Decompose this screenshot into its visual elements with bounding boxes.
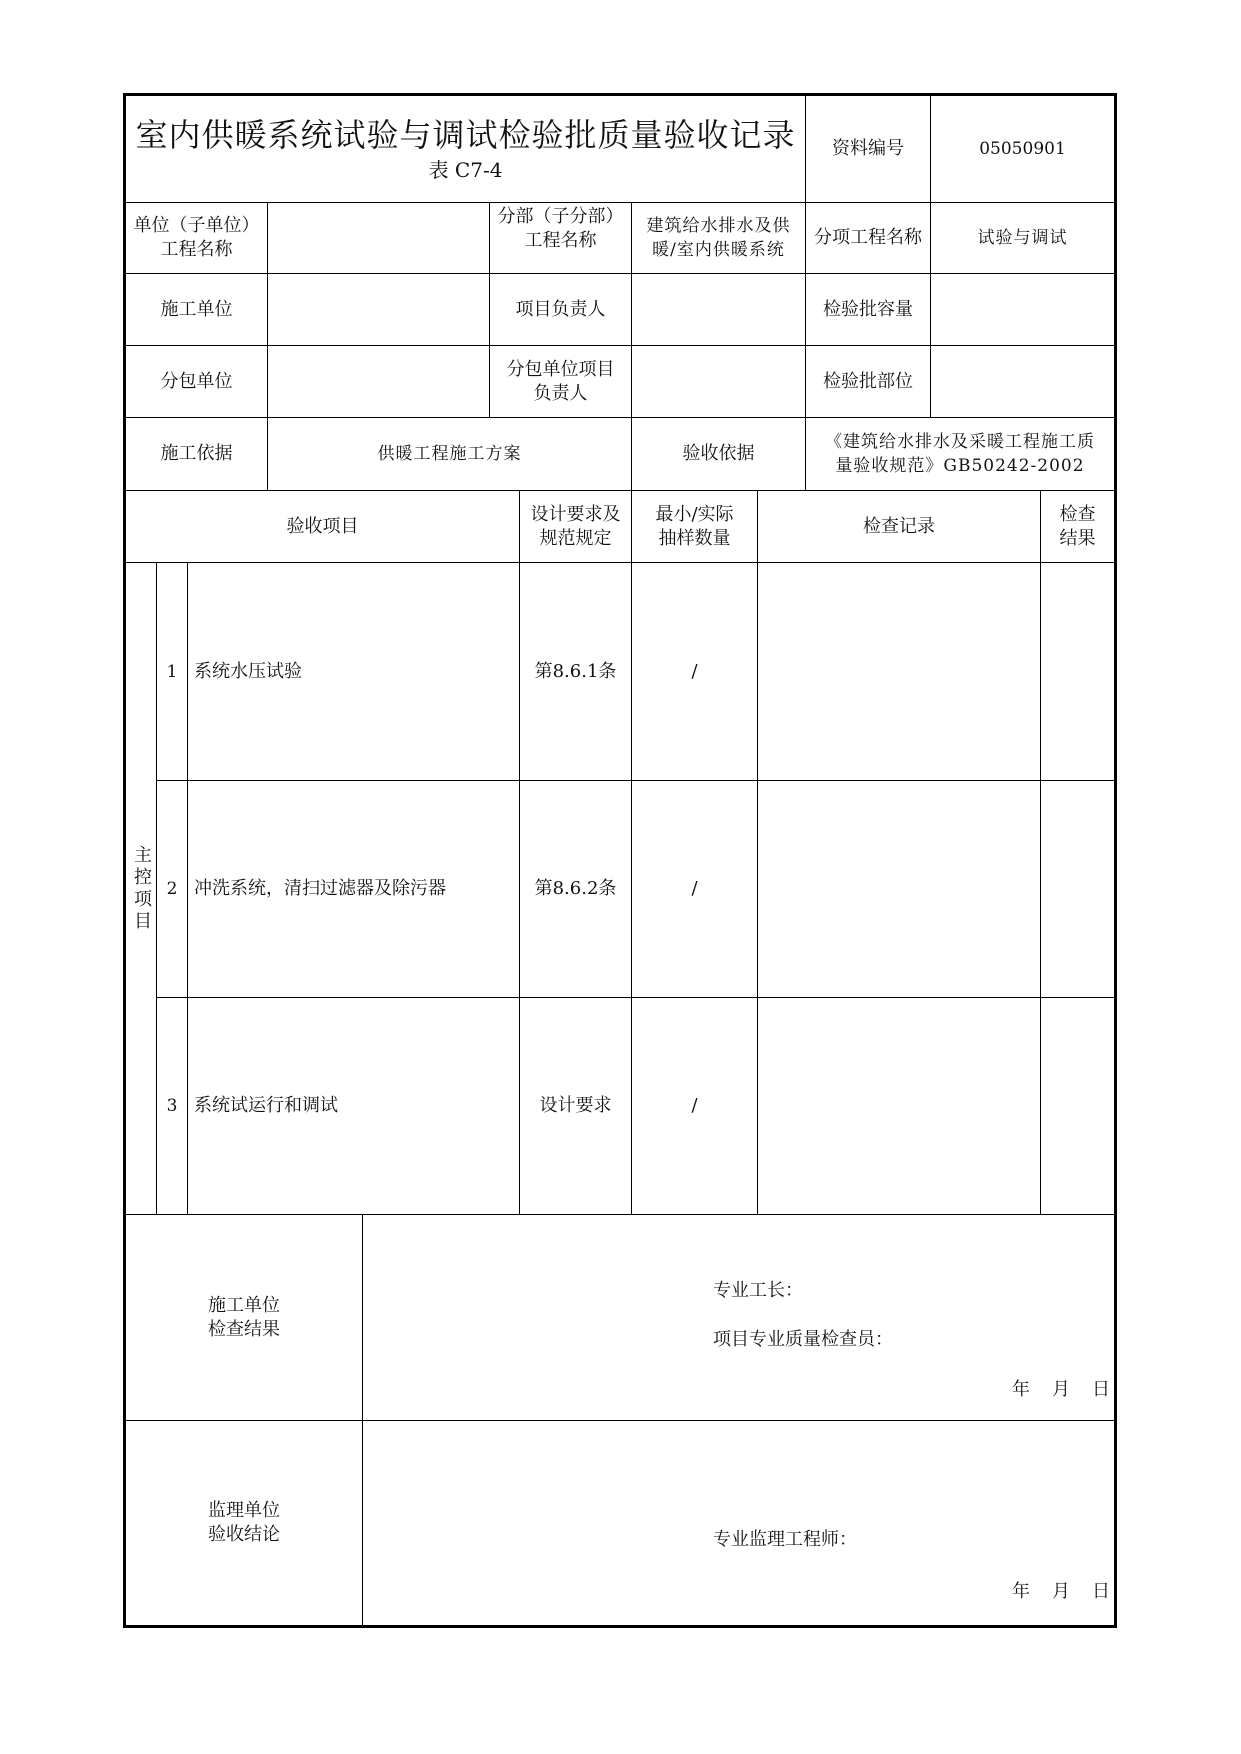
subcontractor-value[interactable] — [268, 346, 490, 418]
acceptance-basis-label: 验收依据 — [632, 418, 806, 491]
row-item-name: 系统水压试验 — [188, 563, 520, 781]
acceptance-record-form — [123, 93, 1117, 1628]
row-number: 1 — [157, 563, 188, 781]
division-value[interactable]: 建筑给水排水及供 暖/室内供暖系统 — [632, 203, 806, 274]
row-sample[interactable]: / — [632, 781, 758, 998]
contractor-label: 施工单位 — [126, 274, 268, 346]
capacity-value[interactable] — [931, 274, 1114, 346]
item-label: 分项工程名称 — [806, 203, 931, 274]
project-manager-value[interactable] — [632, 274, 806, 346]
form-title-block — [126, 96, 806, 203]
contractor-date: 年 月 日 — [1012, 1379, 1112, 1400]
main-control-label: 主控项目 — [126, 563, 157, 1215]
row-number: 3 — [157, 998, 188, 1215]
supervisor-date: 年 月 日 — [1012, 1581, 1112, 1602]
row-result[interactable] — [1041, 998, 1114, 1215]
construction-basis-value[interactable]: 供暖工程施工方案 — [268, 418, 632, 491]
project-manager-label: 项目负责人 — [490, 274, 632, 346]
row-number: 2 — [157, 781, 188, 998]
location-label: 检验批部位 — [806, 346, 931, 418]
col-header-design: 设计要求及 规范规定 — [520, 491, 632, 563]
sub-manager-value[interactable] — [632, 346, 806, 418]
unit-label: 单位（子单位） 工程名称 — [126, 203, 268, 274]
doc-no-label: 资料编号 — [806, 96, 931, 203]
supervisor-check-label: 监理单位 验收结论 — [126, 1421, 363, 1625]
sub-manager-label: 分包单位项目 负责人 — [490, 346, 632, 418]
row-sample[interactable]: / — [632, 563, 758, 781]
row-spec: 设计要求 — [520, 998, 632, 1215]
row-item-name: 冲洗系统，清扫过滤器及除污器 — [188, 781, 520, 998]
acceptance-basis-value[interactable]: 《建筑给水排水及采暖工程施工质 量验收规范》GB50242-2002 — [806, 418, 1114, 491]
row-spec: 第8.6.1条 — [520, 563, 632, 781]
col-header-sample: 最小/实际 抽样数量 — [632, 491, 758, 563]
row-result[interactable] — [1041, 563, 1114, 781]
capacity-label: 检验批容量 — [806, 274, 931, 346]
location-value[interactable] — [931, 346, 1114, 418]
col-header-result: 检查 结果 — [1041, 491, 1114, 563]
doc-no-value[interactable]: 05050901 — [931, 96, 1114, 203]
row-record[interactable] — [758, 781, 1041, 998]
subcontractor-label: 分包单位 — [126, 346, 268, 418]
row-result[interactable] — [1041, 781, 1114, 998]
contractor-value[interactable] — [268, 274, 490, 346]
unit-value[interactable] — [268, 203, 490, 274]
supervising-engineer-label: 专业监理工程师： — [713, 1529, 857, 1550]
supervisor-check-area[interactable] — [363, 1421, 1114, 1625]
form-title: 室内供暖系统试验与调试检验批质量验收记录 — [135, 116, 796, 154]
item-value[interactable]: 试验与调试 — [931, 203, 1114, 274]
contractor-check-area[interactable] — [363, 1215, 1114, 1421]
col-header-record: 检查记录 — [758, 491, 1041, 563]
row-spec: 第8.6.2条 — [520, 781, 632, 998]
construction-basis-label: 施工依据 — [126, 418, 268, 491]
col-header-item: 验收项目 — [126, 491, 520, 563]
division-label: 分部（子分部） 工程名称 — [490, 203, 632, 274]
row-sample[interactable]: / — [632, 998, 758, 1215]
contractor-check-label: 施工单位 检查结果 — [126, 1215, 363, 1421]
table-number: 表 C7-4 — [428, 158, 503, 182]
foreman-label: 专业工长： — [713, 1280, 803, 1301]
row-item-name: 系统试运行和调试 — [188, 998, 520, 1215]
row-record[interactable] — [758, 998, 1041, 1215]
quality-inspector-label: 项目专业质量检查员： — [713, 1329, 893, 1350]
row-record[interactable] — [758, 563, 1041, 781]
